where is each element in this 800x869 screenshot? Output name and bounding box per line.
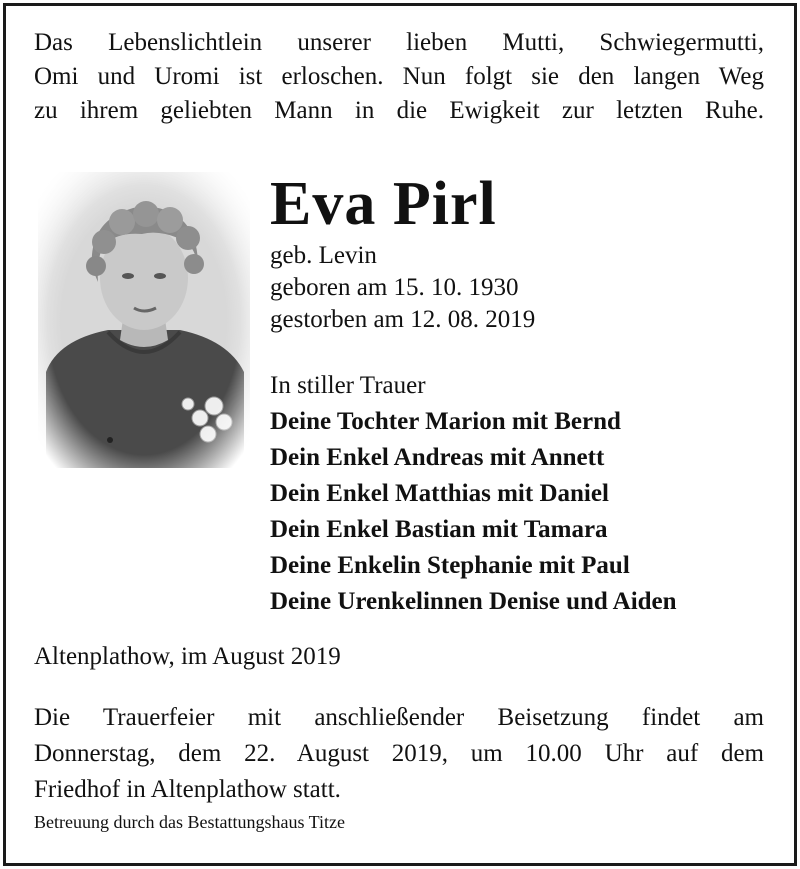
portrait-image (38, 172, 250, 468)
death-date: gestorben am 12. 08. 2019 (270, 306, 536, 333)
life-dates (270, 240, 535, 336)
ceremony-line: Die Trauerfeier mit anschließender Beisetzung findet am (34, 704, 764, 731)
ceremony-text (34, 700, 764, 808)
portrait-photo (38, 172, 250, 468)
mourners-list (270, 404, 677, 620)
maiden-name: geb. Levin (270, 242, 377, 269)
mourner-name: Dein Enkel Bastian mit Tamara (270, 516, 608, 543)
mourner-name: Deine Tochter Marion mit Bernd (270, 408, 621, 435)
mourner-name: Dein Enkel Matthias mit Daniel (270, 480, 609, 507)
intro-line: zu ihrem geliebten Mann in die Ewigkeit zur letzten Ruhe. (34, 97, 764, 124)
intro-text (34, 26, 764, 128)
mourner-name: Dein Enkel Andreas mit Annett (270, 444, 605, 471)
intro-line: Omi und Uromi ist erloschen. Nun folgt sie den langen Weg (34, 63, 764, 90)
mourning-heading: In stiller Trauer (270, 372, 426, 399)
ceremony-line: Donnerstag, dem 22. August 2019, um 10.00 Uhr auf dem (34, 740, 764, 767)
place-and-date: Altenplathow, im August 2019 (34, 643, 341, 670)
intro-line: Das Lebenslichtlein unserer lieben Mutti, Schwiegermutti, (34, 29, 764, 56)
ceremony-line: Friedhof in Altenplathow statt. (34, 776, 341, 803)
mourners-block (270, 368, 677, 620)
mourner-name: Deine Urenkelinnen Denise und Aiden (270, 588, 677, 615)
mourner-name: Deine Enkelin Stephanie mit Paul (270, 552, 630, 579)
undertaker-note: Betreuung durch das Bestattungshaus Titze (34, 812, 345, 832)
deceased-name: Eva Pirl (270, 170, 497, 238)
birth-date: geboren am 15. 10. 1930 (270, 274, 519, 301)
